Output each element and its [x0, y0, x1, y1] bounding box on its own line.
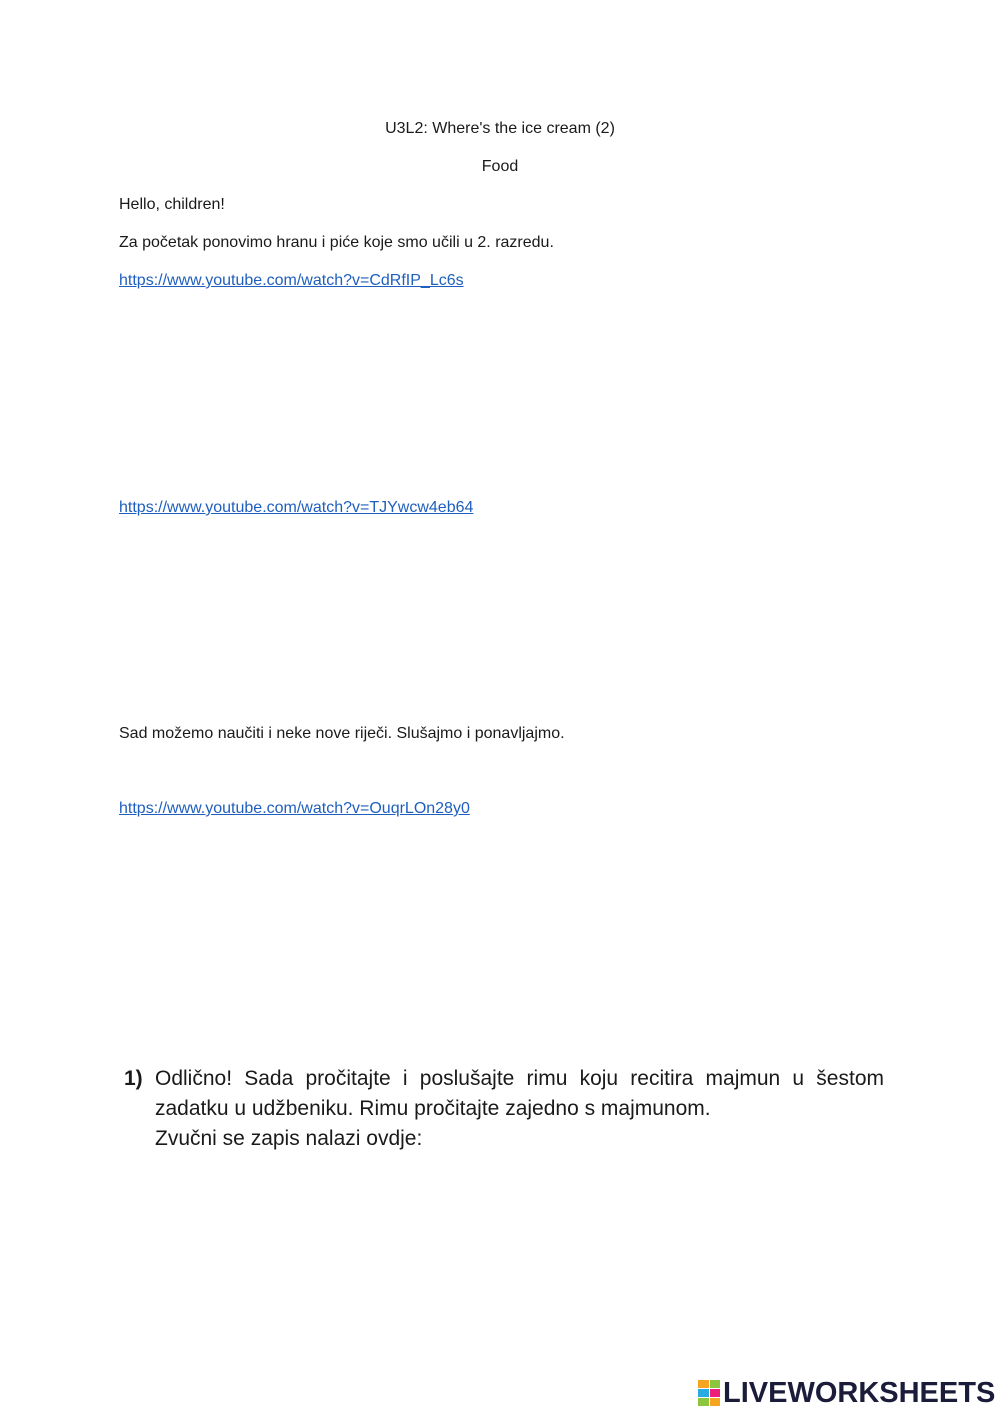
task-text [155, 1064, 884, 1154]
liveworksheets-brand[interactable] [698, 1376, 995, 1410]
logo-tile [698, 1380, 709, 1388]
new-words-instruction: Sad možemo naučiti i neke nove riječi. Slušajmo i ponavljajmo. [119, 725, 565, 742]
logo-tile [710, 1380, 721, 1388]
video-link-3[interactable]: https://www.youtube.com/watch?v=OuqrLOn28y0 [119, 800, 470, 817]
task-number: 1) [124, 1067, 143, 1090]
task-line-1: Odlično! Sada pročitajte i poslušajte rimu koju recitira majmun u šestom [155, 1067, 884, 1090]
logo-tile [698, 1398, 709, 1406]
logo-tile [698, 1389, 709, 1397]
greeting-text: Hello, children! [119, 196, 225, 213]
task-line-3: Zvučni se zapis nalazi ovdje: [155, 1127, 423, 1150]
page-title: U3L2: Where's the ice cream (2) [385, 120, 615, 137]
logo-tile [710, 1389, 721, 1397]
liveworksheets-logo-icon [698, 1380, 720, 1406]
task-1 [124, 1064, 884, 1154]
task-line-2: zadatku u udžbeniku. Rimu pročitajte zajedno s majmunom. [155, 1097, 711, 1120]
intro-instruction: Za početak ponovimo hranu i piće koje smo učili u 2. razredu. [119, 234, 554, 251]
page-subtitle: Food [481, 158, 519, 175]
video-link-2[interactable]: https://www.youtube.com/watch?v=TJYwcw4eb64 [119, 499, 474, 516]
logo-tile [710, 1398, 721, 1406]
brand-wordmark: LIVEWORKSHEETS [723, 1377, 996, 1409]
video-link-1[interactable]: https://www.youtube.com/watch?v=CdRfIP_Lc6s [119, 272, 464, 289]
